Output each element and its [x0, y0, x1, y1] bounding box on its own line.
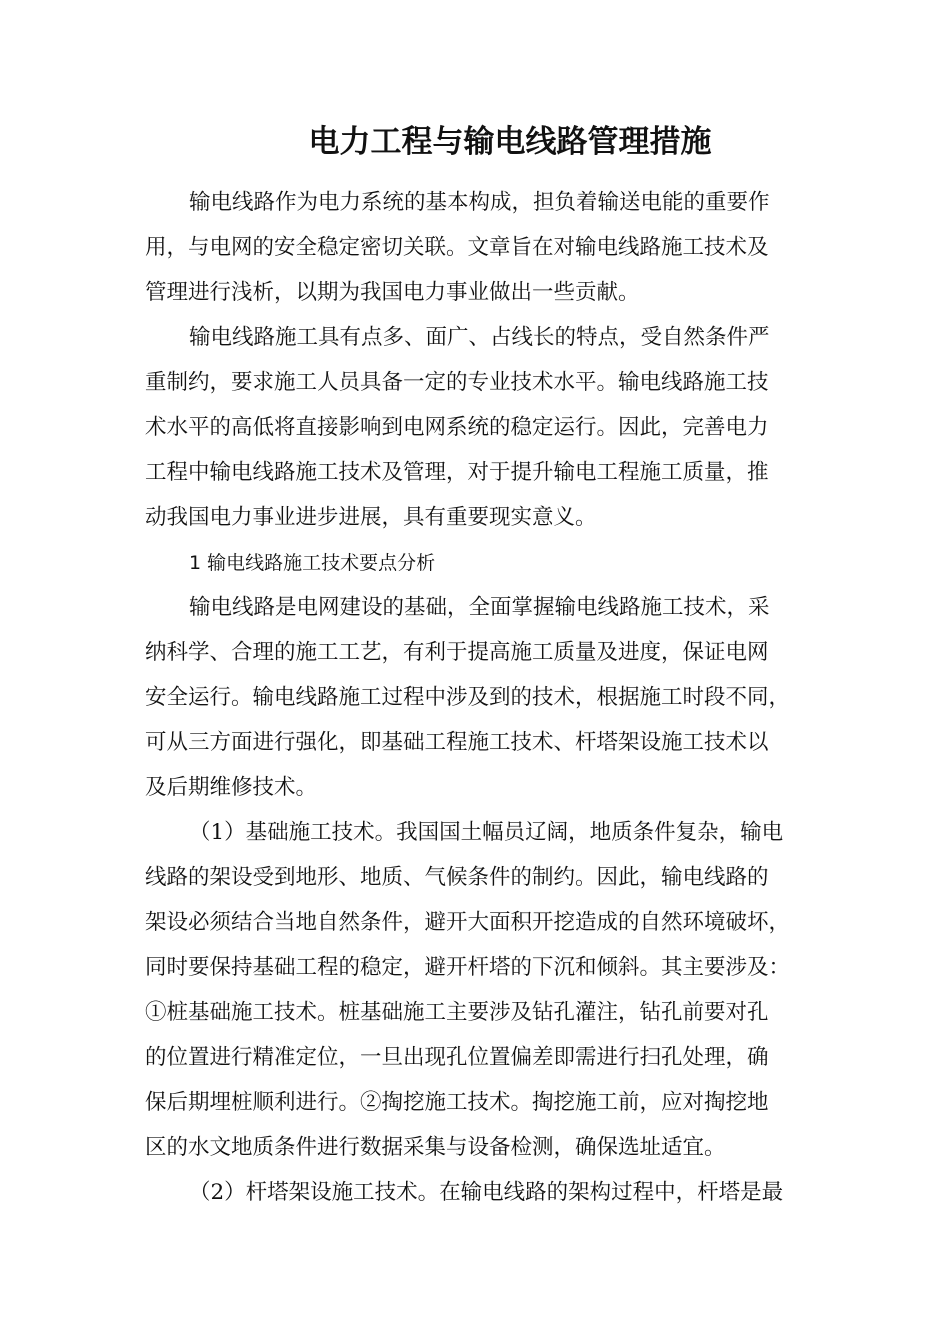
document-title: 电力工程与输电线路管理措施 [308, 124, 712, 160]
paragraph-4-line-4: 同时要保持基础工程的稳定，避开杆塔的下沉和倾斜。其主要涉及： [145, 955, 791, 980]
paragraph-1-line-1: 输电线路作为电力系统的基本构成，担负着输送电能的重要作 [189, 190, 770, 215]
paragraph-4-line-2: 线路的架设受到地形、地质、气候条件的制约。因此，输电线路的 [145, 865, 769, 890]
paragraph-2-line-3: 术水平的高低将直接影响到电网系统的稳定运行。因此，完善电力 [145, 415, 769, 440]
paragraph-3-line-3: 安全运行。输电线路施工过程中涉及到的技术，根据施工时段不同， [145, 685, 791, 710]
paragraph-4-line-8: 区的水文地质条件进行数据采集与设备检测，确保选址适宜。 [145, 1135, 726, 1160]
paragraph-4-line-6: 的位置进行精准定位，一旦出现孔位置偏差即需进行扫孔处理，确 [145, 1045, 769, 1070]
paragraph-4-line-1: （1）基础施工技术。我国国土幅员辽阔，地质条件复杂，输电 [189, 820, 784, 845]
paragraph-2-line-2: 重制约，要求施工人员具备一定的专业技术水平。输电线路施工技 [145, 370, 769, 395]
section-heading-1: 1 输电线路施工技术要点分析 [189, 552, 436, 574]
paragraph-2-line-5: 动我国电力事业进步进展，具有重要现实意义。 [145, 505, 597, 530]
paragraph-5-line-1: （2）杆塔架设施工技术。在输电线路的架构过程中，杆塔是最 [189, 1180, 784, 1205]
paragraph-4-line-3: 架设必须结合当地自然条件，避开大面积开挖造成的自然环境破坏， [145, 910, 791, 935]
paragraph-3-line-1: 输电线路是电网建设的基础，全面掌握输电线路施工技术，采 [189, 595, 770, 620]
paragraph-4-line-7: 保后期埋桩顺利进行。②掏挖施工技术。掏挖施工前，应对掏挖地 [145, 1090, 769, 1115]
paragraph-1-line-2: 用，与电网的安全稳定密切关联。文章旨在对输电线路施工技术及 [145, 235, 769, 260]
paragraph-4-line-5: ①桩基础施工技术。桩基础施工主要涉及钻孔灌注，钻孔前要对孔 [145, 1000, 769, 1025]
paragraph-3-line-4: 可从三方面进行强化，即基础工程施工技术、杆塔架设施工技术以 [145, 730, 769, 755]
paragraph-3-line-5: 及后期维修技术。 [145, 775, 318, 800]
paragraph-1-line-3: 管理进行浅析，以期为我国电力事业做出一些贡献。 [145, 280, 640, 305]
paragraph-2-line-1: 输电线路施工具有点多、面广、占线长的特点，受自然条件严 [189, 325, 770, 350]
paragraph-2-line-4: 工程中输电线路施工技术及管理，对于提升输电工程施工质量，推 [145, 460, 769, 485]
paragraph-3-line-2: 纳科学、合理的施工工艺，有利于提高施工质量及进度，保证电网 [145, 640, 769, 665]
